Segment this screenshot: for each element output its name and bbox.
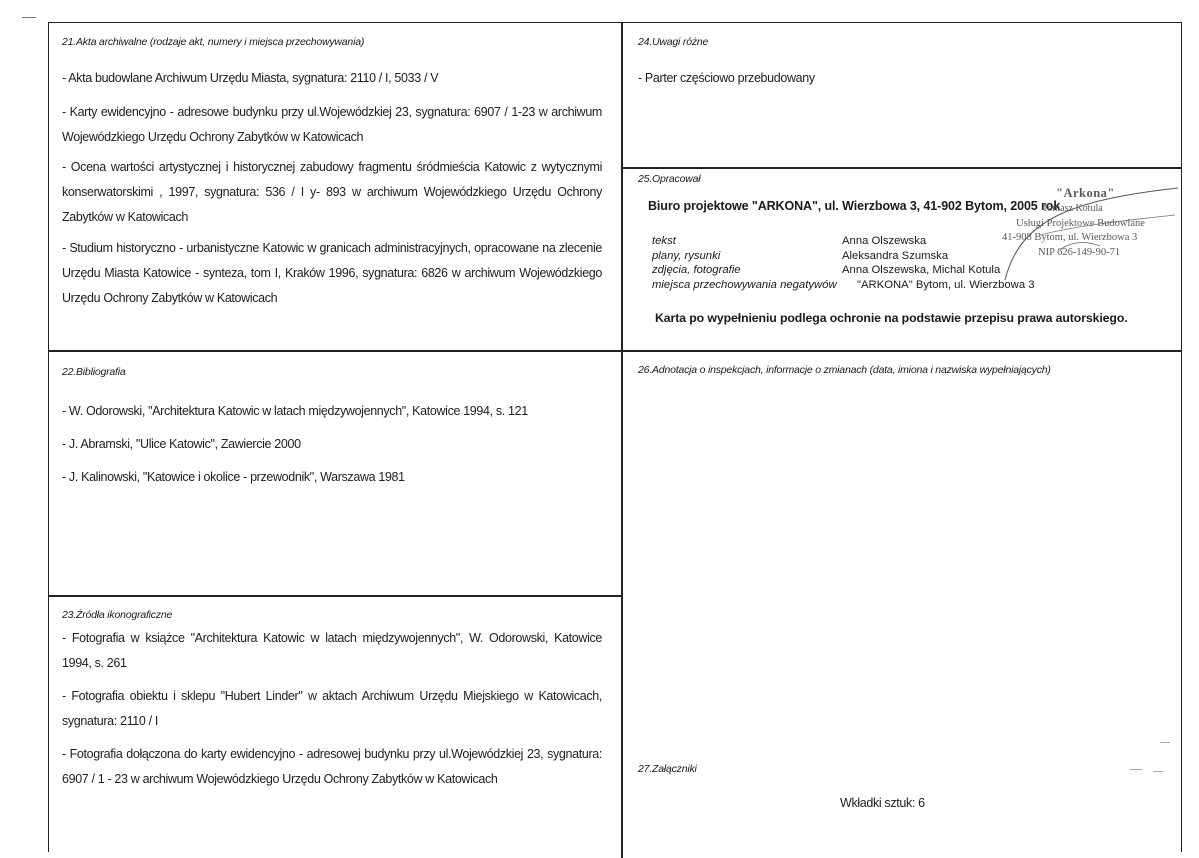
bibliography-item: - J. Kalinowski, "Katowice i okolice - przewodnik", Warszawa 1981 <box>62 470 405 484</box>
role-name: Aleksandra Szumska <box>842 249 949 262</box>
section-21-title: 21.Akta archiwalne (rodzaje akt, numery i miejsca przechowywania) <box>62 36 365 48</box>
margin-mark <box>1160 742 1170 743</box>
role-name: Anna Olszewska, Michal Kotula <box>842 264 1001 277</box>
section-25-title: 25.Opracował <box>638 173 701 185</box>
section-22-title: 22.Bibliografia <box>62 366 126 378</box>
row-divider-22-23 <box>48 595 622 597</box>
row-divider-24-25 <box>621 167 1182 169</box>
section-27-title: 27.Załączniki <box>638 763 697 775</box>
stamp-line: Usługi Projektowe Budowlane <box>1016 218 1145 229</box>
row-divider-21-22 <box>48 350 622 352</box>
stamp-line: Tomasz Kotula <box>1042 203 1103 214</box>
role-name: Anna Olszewska <box>842 235 927 247</box>
copyright-notice: Karta po wypełnieniu podlega ochronie na podstawie przepisu prawa autorskiego. <box>655 311 1128 325</box>
margin-mark <box>1130 769 1142 770</box>
iconography-item: - Fotografia w książce "Architektura Katowic w latach międzywojennych", W. Odorowski, Katowice 1994, s. 261 <box>62 631 602 670</box>
section-23-title: 23.Źródła ikonograficzne <box>62 609 173 621</box>
stamp-line: "Arkona" <box>1056 186 1115 200</box>
author-roles <box>652 234 1035 292</box>
role-row <box>652 234 1035 249</box>
stamp-line: NIP 626-149-90-71 <box>1038 247 1121 258</box>
margin-mark <box>1153 771 1163 772</box>
attachments-count: Wkładki sztuk: 6 <box>840 796 925 810</box>
iconography-item: - Fotografia dołączona do karty ewidencyjno - adresowej budynku przy ul.Wojewódzkiej 23, sygnatura: 6907 / 1 - 23 w archiwum Wojewódzkiego Urzędu Ochrony Zabytków w Katowicach <box>62 747 602 786</box>
archive-item: - Akta budowlane Archiwum Urzędu Miasta, sygnatura: 2110 / I, 5033 / V <box>62 71 439 85</box>
role-label: plany, rysunki <box>652 249 721 262</box>
bureau-address: Biuro projektowe "ARKONA", ul. Wierzbowa 3, 41-902 Bytom, 2005 rok <box>648 199 1061 213</box>
role-label: miejsca przechowywania negatywów <box>652 278 837 291</box>
bibliography-item: - J. Abramski, "Ulice Katowic", Zawiercie 2000 <box>62 437 301 451</box>
section-24-title: 24.Uwagi różne <box>638 36 709 48</box>
role-label: tekst <box>652 235 676 247</box>
archive-item: - Karty ewidencyjno - adresowe budynku przy ul.Wojewódzkiej 23, sygnatura: 6907 / 1-23 w archiwum Wojewódzkiego Urzędu Ochrony Zabytków w Katowicach <box>62 105 602 144</box>
section-26-title: 26.Adnotacja o inspekcjach, informacje o zmianach (data, imiona i nazwiska wypełniających) <box>638 364 1051 376</box>
role-name: "ARKONA" Bytom, ul. Wierzbowa 3 <box>857 278 1035 291</box>
role-row <box>652 278 1035 293</box>
role-label: zdjęcia, fotografie <box>652 264 741 277</box>
remarks-text: - Parter częściowo przebudowany <box>638 71 815 85</box>
role-row <box>652 263 1035 278</box>
archive-item: - Ocena wartości artystycznej i historycznej zabudowy fragmentu śródmieścia Katowic z wytycznymi konserwatorskimi , 1997, sygnatura: 536 / I y- 893 w archiwum Wojewódzkiego Urzędu Ochrony Zabytków w Katowicach <box>62 160 602 224</box>
margin-mark <box>22 17 36 18</box>
stamp-line: 41-908 Bytom, ul. Wierzbowa 3 <box>1002 232 1138 243</box>
archive-item: - Studium historyczno - urbanistyczne Katowic w granicach administracyjnych, opracowane na zlecenie Urzędu Miasta Katowice - synteza, tom I, Kraków 1996, sygnatura: 6826 w archiwum Wojewódzkiego Urzędu Ochrony Zabytków w Katowicach <box>62 241 602 305</box>
role-row <box>652 249 1035 264</box>
row-divider-25-26 <box>621 350 1182 352</box>
column-divider <box>621 22 623 858</box>
bibliography-item: - W. Odorowski, "Architektura Katowic w latach międzywojennych", Katowice 1994, s. 121 <box>62 404 528 418</box>
company-stamp <box>1000 180 1182 290</box>
iconography-item: - Fotografia obiektu i sklepu "Hubert Linder" w aktach Archiwum Urzędu Miejskiego w Katowicach, sygnatura: 2110 / I <box>62 689 602 728</box>
